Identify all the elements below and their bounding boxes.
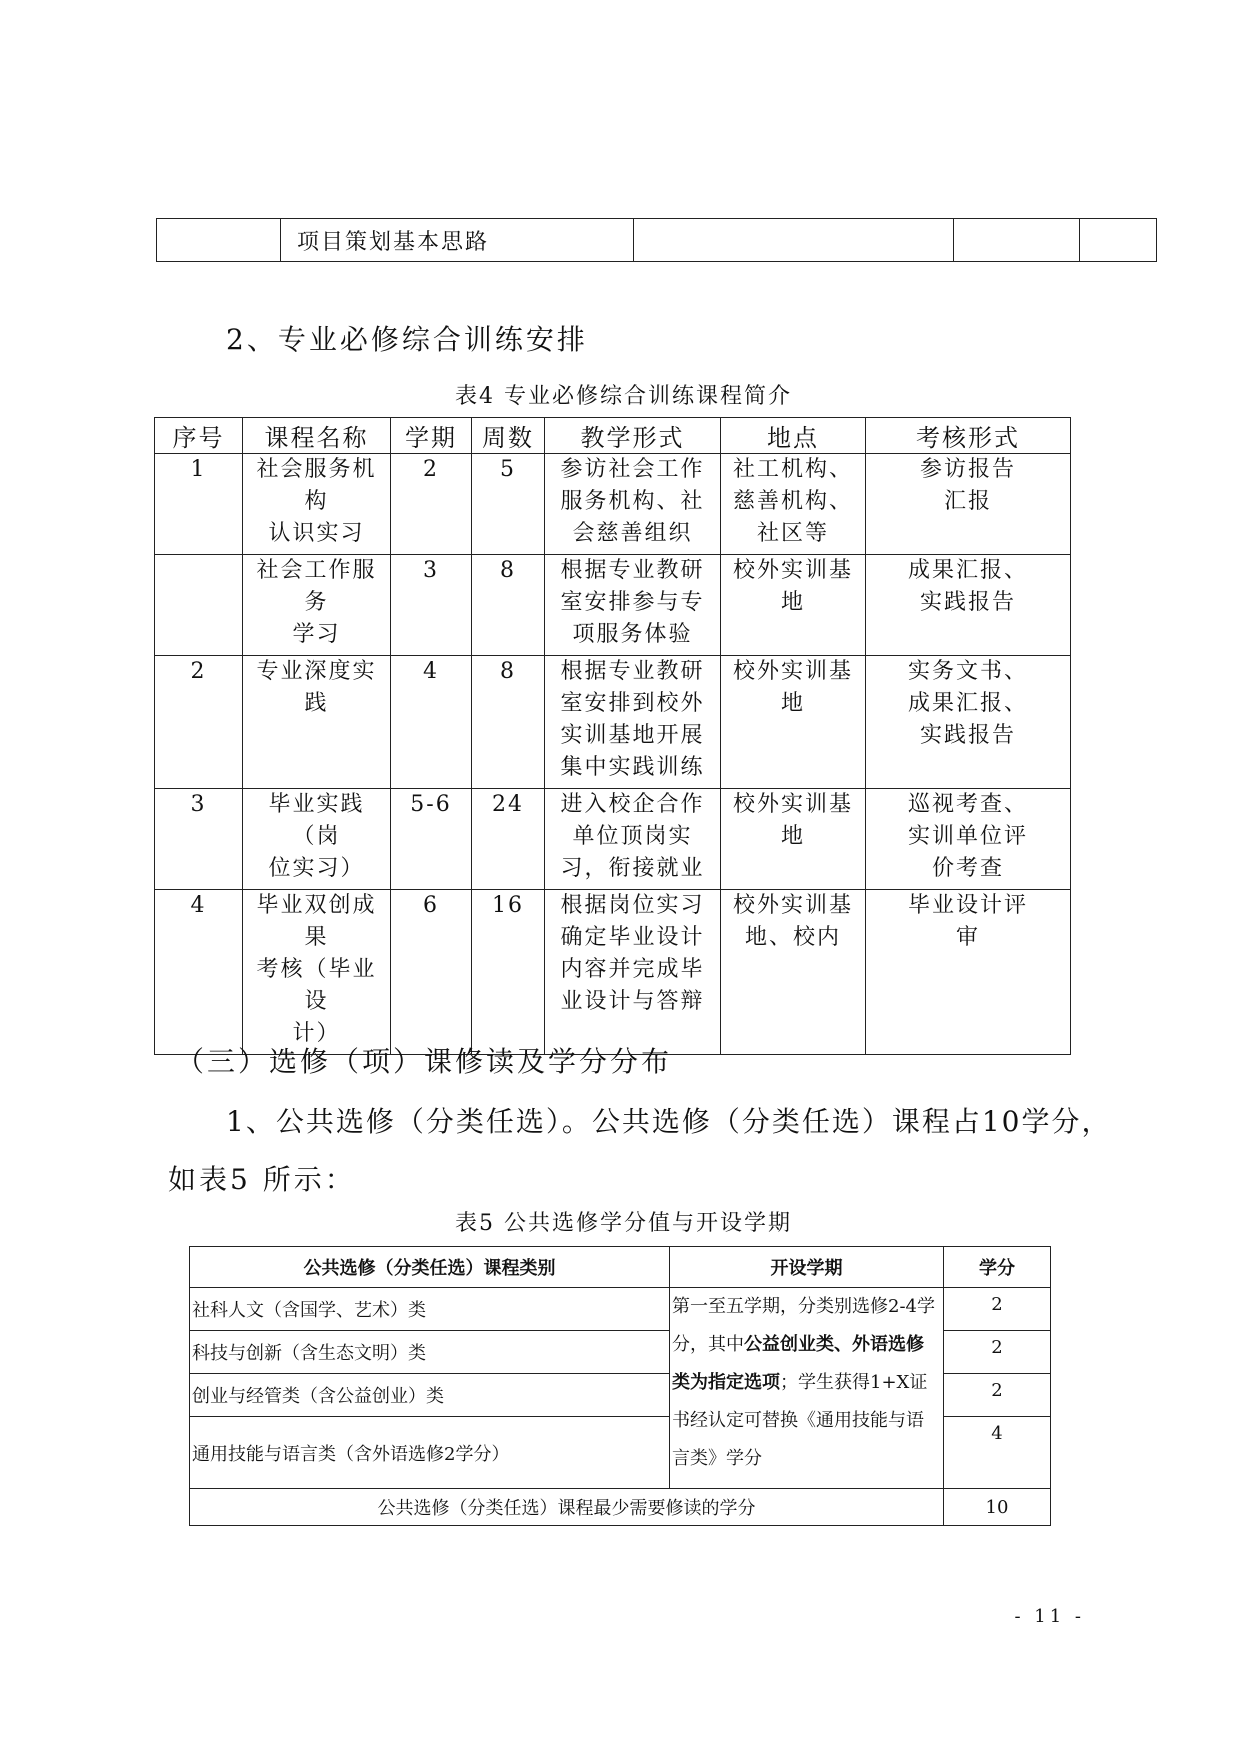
table-cell xyxy=(157,219,281,262)
table-row xyxy=(155,454,1071,555)
total-label: 公共选修（分类任选）课程最少需要修读的学分 xyxy=(190,1489,944,1526)
cell-weeks: 24 xyxy=(472,789,545,890)
cell-name: 专业深度实践 xyxy=(243,656,391,789)
cell-place: 社工机构、 慈善机构、 社区等 xyxy=(721,454,866,555)
cell-category: 创业与经管类（含公益创业）类 xyxy=(190,1374,670,1417)
cell-assess: 参访报告 汇报 xyxy=(866,454,1071,555)
cell-term-description xyxy=(670,1288,944,1489)
cell-form: 根据专业教研 室安排参与专 项服务体验 xyxy=(545,555,721,656)
page-number: - 11 - xyxy=(1014,1606,1085,1627)
header-cell: 开设学期 xyxy=(670,1247,944,1288)
cell-term: 4 xyxy=(391,656,472,789)
cell-term: 2 xyxy=(391,454,472,555)
total-value: 10 xyxy=(944,1489,1051,1526)
cell-category: 通用技能与语言类（含外语选修2学分） xyxy=(190,1417,670,1489)
cell-form: 根据专业教研 室安排到校外 实训基地开展 集中实践训练 xyxy=(545,656,721,789)
cell-weeks: 8 xyxy=(472,656,545,789)
header-cell: 学期 xyxy=(391,418,472,454)
cell-weeks: 8 xyxy=(472,555,545,656)
section-3-heading: （三）选修（项）课修读及学分分布 xyxy=(176,1045,673,1078)
cell-no: 4 xyxy=(155,890,243,1055)
table5 xyxy=(189,1246,1051,1526)
table4-caption: 表4 专业必修综合训练课程简介 xyxy=(455,384,792,409)
table-cell xyxy=(954,219,1080,262)
cell-no: 3 xyxy=(155,789,243,890)
header-cell: 序号 xyxy=(155,418,243,454)
header-cell: 公共选修（分类任选）课程类别 xyxy=(190,1247,670,1288)
header-cell: 教学形式 xyxy=(545,418,721,454)
table-total-row xyxy=(190,1489,1051,1526)
cell-place: 校外实训基 地 xyxy=(721,555,866,656)
cell-weeks: 5 xyxy=(472,454,545,555)
table-row xyxy=(157,219,1157,262)
cell-place: 校外实训基 地 xyxy=(721,789,866,890)
cell-form: 根据岗位实习 确定毕业设计 内容并完成毕 业设计与答辩 xyxy=(545,890,721,1055)
cell-place: 校外实训基 地 xyxy=(721,656,866,789)
cell-assess: 毕业设计评 审 xyxy=(866,890,1071,1055)
table-cell xyxy=(634,219,954,262)
table-row xyxy=(155,890,1071,1055)
description-text: 第一至五学期，分类别选修2-4学分，其中 xyxy=(672,1296,935,1355)
cell-weeks: 16 xyxy=(472,890,545,1055)
cell-assess: 巡视考查、 实训单位评 价考查 xyxy=(866,789,1071,890)
cell-form: 参访社会工作 服务机构、社 会慈善组织 xyxy=(545,454,721,555)
table-row xyxy=(190,1288,1051,1331)
cell-category: 科技与创新（含生态文明）类 xyxy=(190,1331,670,1374)
header-cell: 课程名称 xyxy=(243,418,391,454)
table5-header-row xyxy=(190,1247,1051,1288)
header-cell: 学分 xyxy=(944,1247,1051,1288)
cell-term: 3 xyxy=(391,555,472,656)
cell-name: 毕业实践（岗 位实习） xyxy=(243,789,391,890)
cell-name: 毕业双创成果 考核（毕业设 计） xyxy=(243,890,391,1055)
cell-no: 2 xyxy=(155,656,243,789)
cell-name: 社会服务机构 认识实习 xyxy=(243,454,391,555)
description-bold-text: 公益创业类、外语选修类为指定选项 xyxy=(672,1334,924,1393)
cell-assess: 实务文书、 成果汇报、 实践报告 xyxy=(866,656,1071,789)
table-row xyxy=(155,789,1071,890)
cell-credits: 2 xyxy=(944,1331,1051,1374)
table-cell xyxy=(1080,219,1157,262)
cell-place: 校外实训基 地、校内 xyxy=(721,890,866,1055)
description-text: ；学生获得1+X证书经认定可替换《通用技能与语言类》学分 xyxy=(672,1372,928,1469)
header-cell: 考核形式 xyxy=(866,418,1071,454)
paragraph-line: 1、公共选修（分类任选）。公共选修（分类任选）课程占10学分， xyxy=(226,1105,1112,1138)
cell-form: 进入校企合作 单位顶岗实 习，衔接就业 xyxy=(545,789,721,890)
cell-no: 1 xyxy=(155,454,243,555)
cell-credits: 4 xyxy=(944,1417,1051,1489)
table5-caption: 表5 公共选修学分值与开设学期 xyxy=(455,1211,792,1236)
cell-category: 社科人文（含国学、艺术）类 xyxy=(190,1288,670,1331)
continuation-table xyxy=(156,218,1157,262)
table-cell: 项目策划基本思路 xyxy=(281,219,634,262)
table4 xyxy=(154,417,1071,1055)
cell-name: 社会工作服务 学习 xyxy=(243,555,391,656)
cell-credits: 2 xyxy=(944,1374,1051,1417)
header-cell: 周数 xyxy=(472,418,545,454)
section-2-heading: 2、专业必修综合训练安排 xyxy=(226,323,588,356)
table-row xyxy=(155,656,1071,789)
cell-term: 6 xyxy=(391,890,472,1055)
cell-term: 5-6 xyxy=(391,789,472,890)
header-cell: 地点 xyxy=(721,418,866,454)
cell-assess: 成果汇报、 实践报告 xyxy=(866,555,1071,656)
paragraph-line: 如表5 所示： xyxy=(168,1163,356,1196)
cell-credits: 2 xyxy=(944,1288,1051,1331)
table4-header-row xyxy=(155,418,1071,454)
cell-no xyxy=(155,555,243,656)
table-row xyxy=(155,555,1071,656)
